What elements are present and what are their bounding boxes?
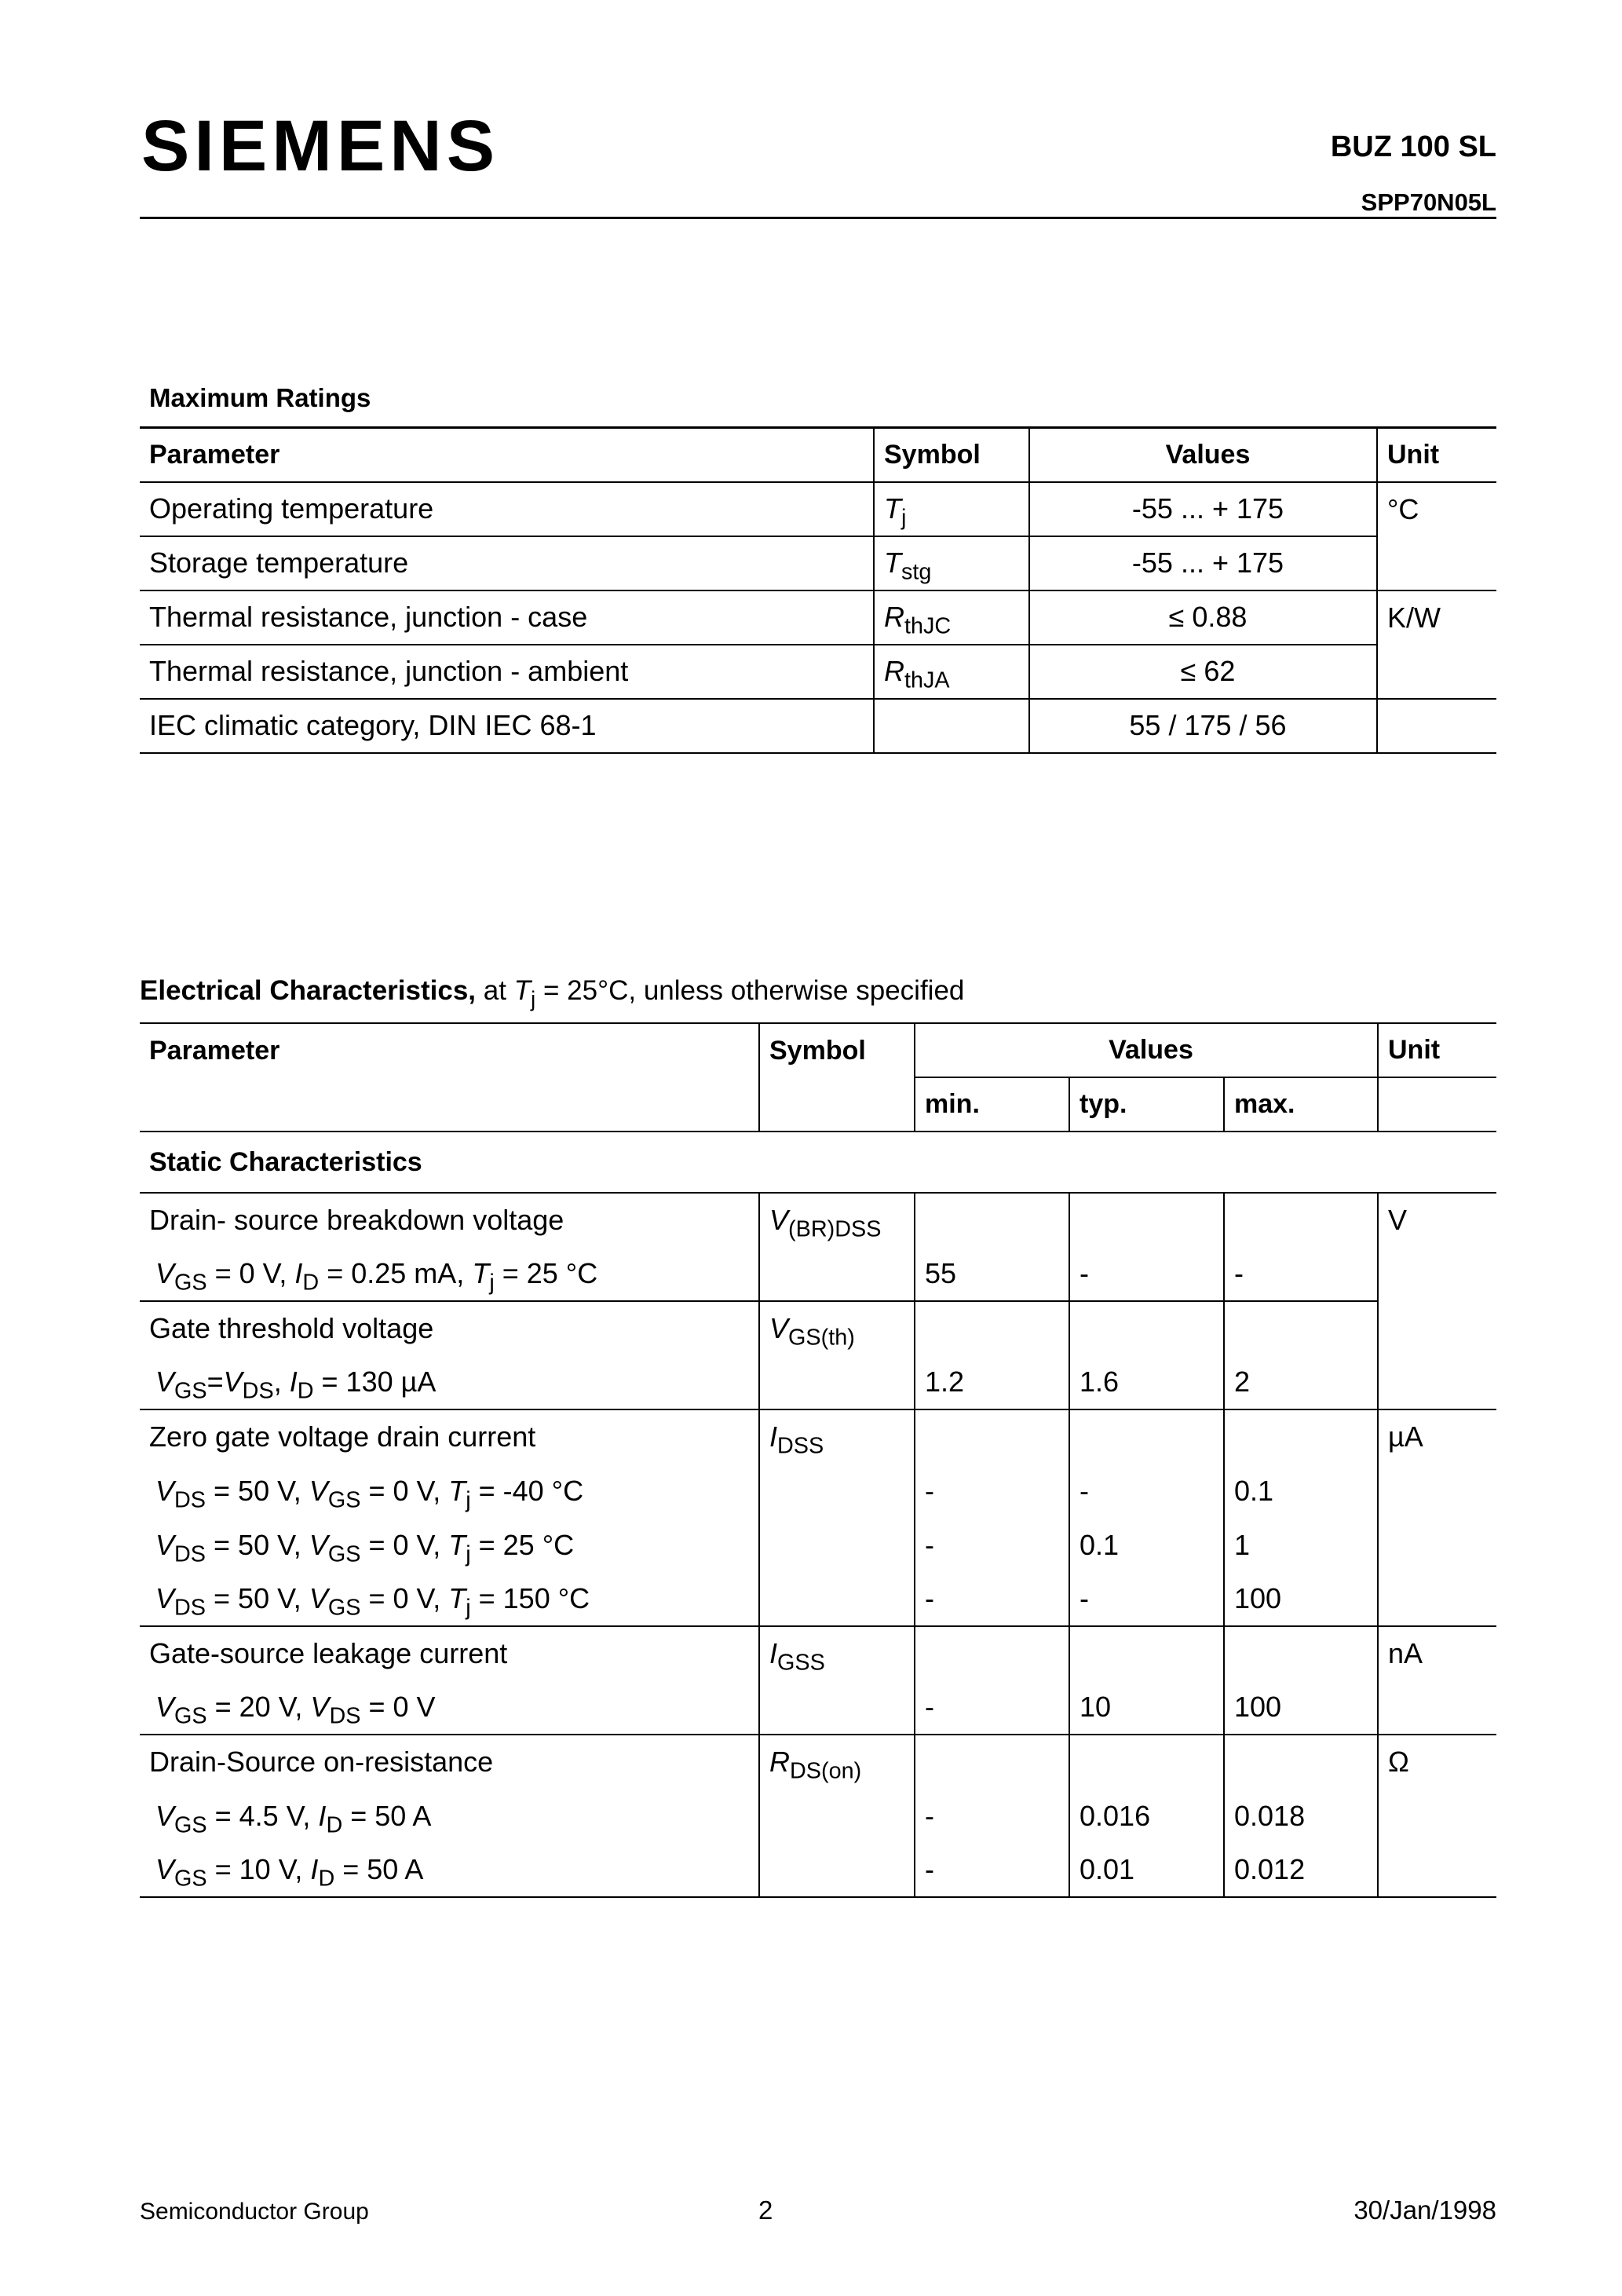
characteristic-name-row [140,1409,1496,1464]
symbol-cell-blank [759,1843,915,1897]
min-value: - [915,1518,1069,1572]
max-ratings-row [140,482,1496,536]
symbol-cell [874,590,1029,645]
unit-cell: °C [1377,482,1496,536]
unit-cell: µA [1378,1409,1496,1464]
condition-text: $V_{GS} = 20$ V, $V_{DS} = 0$ V [155,1691,436,1729]
max-value: 0.1 [1224,1464,1378,1518]
symbol-letter: T [884,492,901,525]
max-cell [1224,1626,1378,1680]
max-value: 2 [1224,1355,1378,1409]
col-unit: Unit [1378,1023,1496,1077]
symbol-cell [874,645,1029,699]
unit-cell-blank [1378,1247,1496,1301]
characteristic-name: Drain- source breakdown voltage [149,1204,564,1236]
max-ratings-row [140,590,1496,645]
max-ratings-row [140,699,1496,753]
symbol-cell-blank [759,1247,915,1301]
min-value: - [915,1789,1069,1843]
max-value: 0.012 [1224,1843,1378,1897]
symbol-subscript: GSS [777,1650,825,1676]
condition-row [140,1355,1496,1409]
unit-cell [1377,699,1496,753]
typ-value: 0.01 [1069,1843,1224,1897]
value-cell: -55 ... + 175 [1029,482,1377,536]
min-cell [915,1735,1069,1789]
symbol-subscript: stg [901,559,932,585]
typ-value: 0.1 [1069,1518,1224,1572]
value-cell: ≤ 62 [1029,645,1377,699]
col-parameter: Parameter [149,439,280,470]
condition-text: $V_{GS}=V_{DS}$, $I_D = 130$ µA [155,1366,437,1404]
max-value: 0.018 [1224,1789,1378,1843]
electrical-title [140,975,965,1011]
unit-cell-blank [1378,1572,1496,1626]
unit-cell [1378,1301,1496,1355]
condition-row [140,1789,1496,1843]
min-value: 1.2 [915,1355,1069,1409]
condition-row [140,1680,1496,1735]
typ-cell [1069,1409,1224,1464]
static-characteristics-row [140,1132,1496,1193]
col-symbol: Symbol [874,428,1029,482]
part-number: BUZ 100 SL [1330,130,1496,163]
value-cell: -55 ... + 175 [1029,536,1377,590]
min-value: - [915,1464,1069,1518]
col-symbol: Symbol [759,1023,915,1077]
parameter-cell: Thermal resistance, junction - case [140,590,874,645]
symbol-letter: R [769,1746,790,1778]
footer-page-number: 2 [758,2195,773,2225]
symbol-cell [759,1193,915,1247]
siemens-logo: SIEMENS [141,106,500,186]
min-value: 55 [915,1247,1069,1301]
unit-cell: nA [1378,1626,1496,1680]
max-value: 100 [1224,1572,1378,1626]
characteristic-name-row [140,1193,1496,1247]
symbol-letter: R [884,601,904,633]
condition-text: $V_{DS} = 50$ V, $V_{GS} = 0$ V, $T_j = -40$ °C [155,1474,584,1513]
condition-text: $V_{GS} = 10$ V, $I_D = 50$ A [140,1843,759,1897]
condition-row [140,1464,1496,1518]
symbol-cell-blank [759,1518,915,1572]
unit-cell: K/W [1377,590,1496,645]
typ-cell [1069,1735,1224,1789]
symbol-cell [759,1301,915,1355]
col-max: max. [1224,1077,1378,1132]
max-ratings-row [140,536,1496,590]
characteristic-name-row [140,1301,1496,1355]
typ-cell [1069,1301,1224,1355]
symbol-subscript: DS(on) [790,1758,862,1784]
condition-text: $V_{GS} = 4.5$ V, $I_D = 50$ A [155,1799,432,1838]
min-value: - [915,1680,1069,1735]
electrical-table [140,1022,1496,1898]
symbol-cell-blank [759,1789,915,1843]
col-unit-blank [1378,1077,1496,1132]
unit-cell-blank [1378,1464,1496,1518]
condition-row [140,1843,1496,1897]
max-ratings-row [140,645,1496,699]
max-cell [1224,1409,1378,1464]
col-symbol-blank [759,1077,915,1132]
unit-cell [1377,536,1496,590]
typ-value: 0.016 [1069,1789,1224,1843]
symbol-subscript: j [901,505,907,531]
unit-cell-blank [1378,1843,1496,1897]
condition-text: $V_{GS} = 0$ V, $I_D = 0.25$ mA, $T_j = 25$ °C [155,1257,598,1296]
characteristic-name: Gate threshold voltage [140,1301,759,1355]
min-cell [915,1193,1069,1247]
col-values: Values [915,1023,1378,1077]
typ-value: 10 [1069,1680,1224,1735]
unit-cell [1377,645,1496,699]
electrical-header-row-1 [140,1023,1496,1077]
symbol-cell [759,1735,915,1789]
symbol-letter: T [884,547,901,579]
parameter-cell: IEC climatic category, DIN IEC 68-1 [140,699,874,753]
max-ratings-table [140,426,1496,754]
col-typ: typ. [1069,1077,1224,1132]
typ-value: - [1069,1572,1224,1626]
min-value: - [915,1572,1069,1626]
col-min: min. [915,1077,1069,1132]
col-parameter-blank [140,1077,759,1132]
min-cell [915,1626,1069,1680]
typ-value: - [1069,1247,1224,1301]
symbol-subscript: GS(th) [788,1325,855,1351]
header-rule [140,217,1496,219]
max-value: - [1224,1247,1378,1301]
max-ratings-title: Maximum Ratings [149,383,371,412]
max-cell [1224,1735,1378,1789]
min-cell [915,1301,1069,1355]
condition-row [140,1572,1496,1626]
unit-cell: V [1378,1193,1496,1247]
symbol-letter: V [769,1204,789,1236]
col-parameter: Parameter [149,1035,280,1066]
symbol-subscript: DSS [777,1433,824,1459]
electrical-title-bold: Electrical Characteristics, [140,975,477,1006]
symbol-cell-blank [759,1355,915,1409]
characteristic-name: Zero gate voltage drain current [140,1409,759,1464]
col-unit: Unit [1377,428,1496,482]
unit-cell-blank [1378,1355,1496,1409]
condition-text: $V_{DS} = 50$ V, $V_{GS} = 0$ V, $T_j = 150$ °C [155,1582,590,1621]
electrical-title-rest: = 25°C, unless otherwise specified [535,975,965,1006]
condition-row [140,1247,1496,1301]
symbol-cell-blank [759,1572,915,1626]
max-value: 100 [1224,1680,1378,1735]
electrical-title-sub: j [531,986,536,1011]
symbol-letter: R [884,655,904,687]
max-ratings-header-row [140,428,1496,482]
condition-row [140,1518,1496,1572]
electrical-header-row-2 [140,1077,1496,1132]
characteristic-name: Gate-source leakage current [140,1626,759,1680]
symbol-subscript: thJC [904,613,952,639]
characteristic-name: Drain-Source on-resistance [140,1735,759,1789]
symbol-cell-blank [759,1680,915,1735]
parameter-cell: Storage temperature [140,536,874,590]
col-values: Values [1029,428,1377,482]
parameter-cell: Operating temperature [149,492,434,525]
electrical-title-at: at [476,975,514,1006]
footer-date: 30/Jan/1998 [1353,2195,1496,2225]
characteristic-name-row [140,1626,1496,1680]
unit-cell-blank [1378,1680,1496,1735]
symbol-cell [759,1409,915,1464]
value-cell: ≤ 0.88 [1029,590,1377,645]
symbol-subscript: (BR)DSS [788,1216,882,1242]
symbol-letter: V [769,1312,789,1344]
symbol-cell [759,1626,915,1680]
electrical-title-sym: T [513,975,532,1006]
unit-cell: Ω [1378,1735,1496,1789]
symbol-subscript: thJA [904,667,950,693]
max-cell [1224,1193,1378,1247]
unit-cell-blank [1378,1789,1496,1843]
footer-company: Semiconductor Group [140,2199,369,2225]
static-characteristics-title: Static Characteristics [149,1146,422,1177]
typ-cell [1069,1626,1224,1680]
symbol-letter: I [769,1420,778,1453]
typ-cell [1069,1193,1224,1247]
typ-value: - [1069,1464,1224,1518]
alt-part-number: SPP70N05L [1361,188,1496,216]
characteristic-name-row [140,1735,1496,1789]
min-value: - [915,1843,1069,1897]
typ-value: 1.6 [1069,1355,1224,1409]
symbol-letter: I [769,1637,778,1669]
symbol-cell [874,536,1029,590]
value-cell: 55 / 175 / 56 [1029,699,1377,753]
parameter-cell: Thermal resistance, junction - ambient [140,645,874,699]
symbol-cell-blank [759,1464,915,1518]
max-cell [1224,1301,1378,1355]
max-value: 1 [1224,1518,1378,1572]
unit-cell-blank [1378,1518,1496,1572]
min-cell [915,1409,1069,1464]
symbol-cell [874,699,1029,753]
condition-text: $V_{DS} = 50$ V, $V_{GS} = 0$ V, $T_j = 25$ °C [155,1528,575,1567]
symbol-cell [874,482,1029,536]
